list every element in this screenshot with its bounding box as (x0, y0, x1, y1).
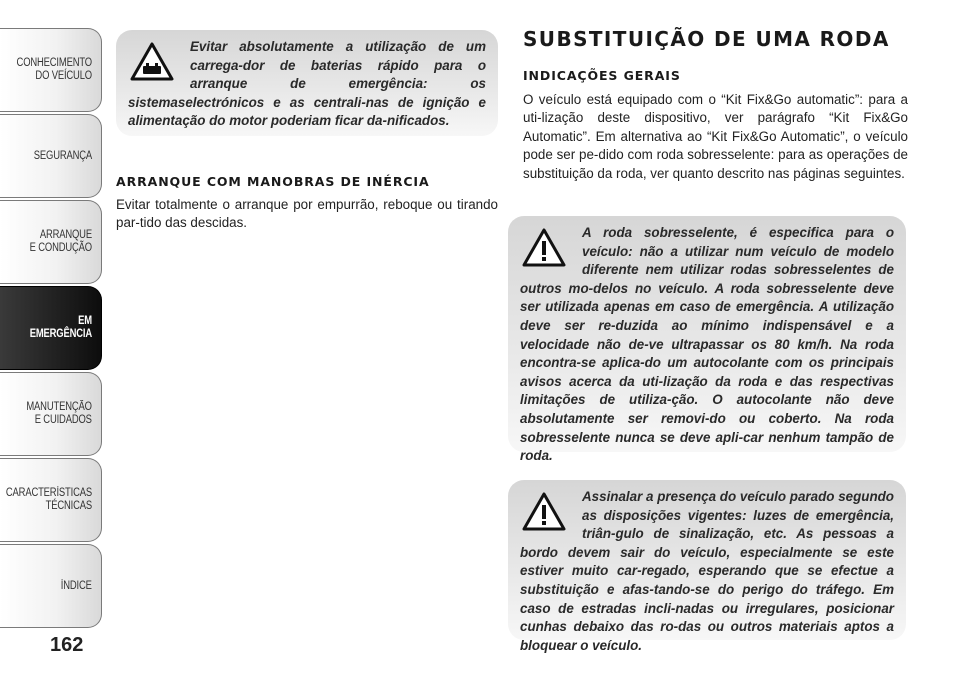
warning-triangle-icon (522, 228, 566, 268)
tab-label: MANUTENÇÃO E CUIDADOS (26, 401, 92, 426)
tab-label: SEGURANÇA (33, 149, 92, 162)
general-indications-text: O veículo está equipado com o “Kit Fix&Go automatic”: para a uti-lização deste dispositivo, ver parágrafo “Kit Fix&Go Automatic”. Em alternativa ao “Kit Fix&Go Automatic”, o veículo pode ser pe-dido com roda sobresselente: para as operações de substituição da roda, ver quanto descrito nas páginas seguintes. (523, 92, 908, 181)
warning-triangle-icon (522, 492, 566, 532)
battery-warning-icon (130, 42, 174, 82)
inertia-start-text: Evitar totalmente o arranque por empurrão, reboque ou tirando par-tido das descidas. (116, 197, 498, 231)
tab-arranque-e-conducao[interactable] (0, 200, 102, 284)
spare-wheel-warning-box (508, 216, 906, 464)
tab-em-emergencia[interactable] (0, 286, 102, 370)
stopped-vehicle-warning-box (508, 480, 906, 653)
inertia-start-heading: ARRANQUE COM MANOBRAS DE INÉRCIA (116, 174, 430, 189)
tab-caracteristicas-tecnicas[interactable] (0, 458, 102, 542)
tab-label: ARRANQUE E CONDUÇÃO (29, 229, 92, 254)
tab-conhecimento-do-veiculo[interactable] (0, 28, 102, 112)
tab-label: ÍNDICE (61, 579, 92, 592)
tab-indice[interactable] (0, 544, 102, 628)
tab-label: CONHECIMENTO DO VEÍCULO (16, 57, 92, 82)
tab-manutencao-e-cuidados[interactable] (0, 372, 102, 456)
tab-label: EM EMERGÊNCIA (29, 315, 92, 340)
tab-label: CARACTERÍSTICAS TÉCNICAS (5, 487, 92, 512)
tab-seguranca[interactable] (0, 114, 102, 198)
page-number: 162 (50, 634, 84, 656)
general-indications-heading: INDICAÇÕES GERAIS (523, 68, 681, 83)
stopped-vehicle-warning-text: Assinalar a presença do veículo parado segundo as disposições vigentes: luzes de emergência, triân-gulo de sinalização, etc. As pessoas a bordo devem sair do veículo, especialmente se este estiver muito car-regado, esperando que se efectue a substituição e afas-tando-se do perigo do tráfego. Em caso de estradas incli-nadas ou irregulares, posicionar cunhas debaixo das ro-das ou outros materiais aptos a bloquear o veículo. (520, 489, 894, 653)
battery-charger-warning-text: Evitar absolutamente a utilização de um carrega-dor de baterias rápido para o arranque de emergência: os sistemaselectrónicos e as centrali-nas de ignição e alimentação do motor poderiam ficar da-nificados. (128, 39, 486, 129)
battery-charger-warning-box (116, 30, 498, 136)
spare-wheel-warning-text: A roda sobresselente, é especifica para o veículo: não a utilizar num veículo de modelo diferente nem utilizar rodas sobresselentes de outros mo-delos no veículo. A roda sobresselente deve ser utilizada apenas em caso de emergência. A utilização deve ser re-duzida ao mínimo indispensável e a velocidade não de-ve ultrapassar os 80 km/h. Na roda encontra-se aplica-do um autocolante com os principais avisos acerca da uti-lização da roda e das respectivas limitações de utiliza-ção. O autocolante não deve absolutamente ser removi-do ou coberto. Na roda sobresselente nunca se deve apli-car nenhum tampão de roda. (520, 225, 894, 464)
section-title: SUBSTITUIÇÃO DE UMA RODA (523, 27, 890, 51)
